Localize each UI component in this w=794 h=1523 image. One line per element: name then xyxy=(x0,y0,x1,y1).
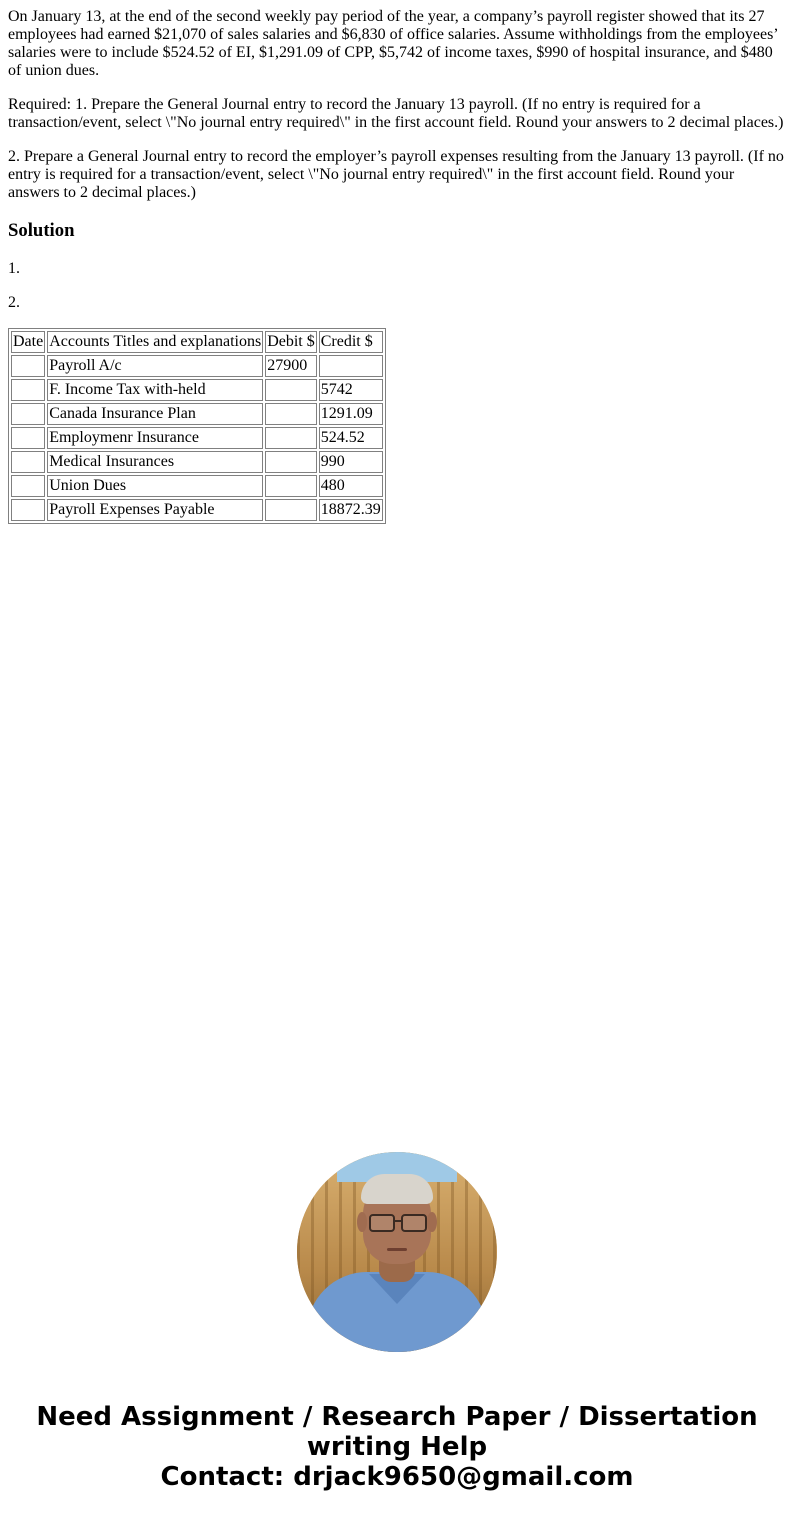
cell-date xyxy=(11,403,45,425)
question-paragraph-3: 2. Prepare a General Journal entry to record the employer’s payroll expenses resulting from the January 13 payroll. (If no entry is required for a transaction/event, select \"No journal entry required\" in the first account field. Round your answers to 2 decimal places.) xyxy=(8,148,784,201)
table-row xyxy=(11,499,383,521)
header-date: Date xyxy=(11,331,45,353)
promo-line-2: writing Help xyxy=(306,1432,488,1462)
question-paragraph-2: Required: 1. Prepare the General Journal entry to record the January 13 payroll. (If no entry is required for a transaction/event, select \"No journal entry required\" in the first account field. Round your answers to 2 decimal places.) xyxy=(8,96,784,131)
cell-date xyxy=(11,451,45,473)
cell-credit xyxy=(319,355,383,377)
header-accounts: Accounts Titles and explanations xyxy=(47,331,263,353)
header-debit: Debit $ xyxy=(265,331,317,353)
solution-item-1: 1. xyxy=(8,260,20,277)
question-paragraph-1: On January 13, at the end of the second weekly pay period of the year, a company’s payroll register showed that its 27 employees had earned $21,070 of sales salaries and $6,830 of office salaries. Assume withholdings from the employees’ salaries were to include $524.52 of EI, $1,291.09 of CPP, $5,742 of income taxes, $990 of hospital insurance, and $480 of union dues. xyxy=(8,8,778,79)
cell-date xyxy=(11,427,45,449)
cell-credit: 18872.39 xyxy=(319,499,383,521)
table-row xyxy=(11,451,383,473)
author-avatar xyxy=(297,1152,497,1352)
cell-account: Payroll Expenses Payable xyxy=(47,499,263,521)
cell-credit: 524.52 xyxy=(319,427,383,449)
cell-debit xyxy=(265,427,317,449)
cell-account: F. Income Tax with-held xyxy=(47,379,263,401)
cell-debit xyxy=(265,475,317,497)
promo-line-1: Need Assignment / Research Paper / Dissertation xyxy=(36,1402,758,1432)
promo-section xyxy=(0,1152,794,1492)
solution-heading: Solution xyxy=(8,220,75,241)
cell-credit: 1291.09 xyxy=(319,403,383,425)
cell-date xyxy=(11,379,45,401)
cell-debit xyxy=(265,499,317,521)
table-row xyxy=(11,427,383,449)
cell-account: Canada Insurance Plan xyxy=(47,403,263,425)
cell-account: Payroll A/c xyxy=(47,355,263,377)
table-header-row xyxy=(11,331,383,353)
cell-debit xyxy=(265,403,317,425)
journal-table xyxy=(8,328,386,524)
promo-contact: Contact: drjack9650@gmail.com xyxy=(160,1462,634,1492)
cell-date xyxy=(11,499,45,521)
cell-credit: 480 xyxy=(319,475,383,497)
table-row xyxy=(11,403,383,425)
cell-credit: 5742 xyxy=(319,379,383,401)
cell-date xyxy=(11,475,45,497)
solution-item-2: 2. xyxy=(8,294,20,311)
table-row xyxy=(11,355,383,377)
table-row xyxy=(11,379,383,401)
cell-credit: 990 xyxy=(319,451,383,473)
table-row xyxy=(11,475,383,497)
cell-debit: 27900 xyxy=(265,355,317,377)
main-content xyxy=(8,8,786,524)
cell-debit xyxy=(265,379,317,401)
cell-account: Union Dues xyxy=(47,475,263,497)
cell-debit xyxy=(265,451,317,473)
header-credit: Credit $ xyxy=(319,331,383,353)
cell-account: Medical Insurances xyxy=(47,451,263,473)
cell-account: Employmenr Insurance xyxy=(47,427,263,449)
promo-text xyxy=(0,1402,794,1492)
cell-date xyxy=(11,355,45,377)
